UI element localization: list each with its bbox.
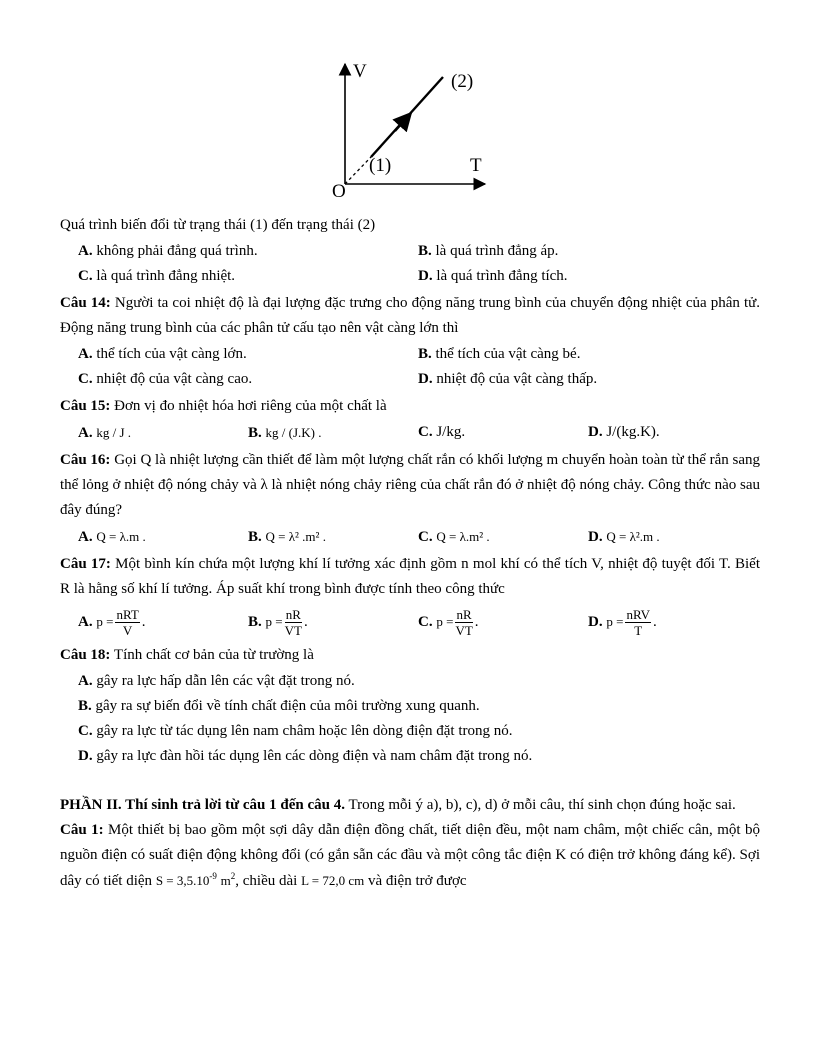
q15-options xyxy=(60,420,760,446)
q17-d-fraction: $\frac{\text{nRV}}{T}$ xyxy=(626,606,650,638)
q17-b-fraction: $\frac{nR}{VT}$ xyxy=(284,606,302,638)
q15-option-b[interactable]: B. kg / (J.K) . xyxy=(248,425,322,441)
q13-options xyxy=(60,239,760,289)
v-axis-label: V xyxy=(353,61,367,82)
q18-option-a[interactable]: A. gây ra lực hấp dẫn lên các vật đặt trong nó. xyxy=(78,673,355,689)
q14-stem: Câu 14: Người ta coi nhiệt độ là đại lượng đặc trưng cho động năng trung bình của chuyển động nhiệt của phân tử. Động năng trung bình của các phân tử cấu tạo nên vật càng lớn thì xyxy=(60,295,761,336)
q18-stem: Câu 18: Tính chất cơ bản của từ trường là xyxy=(60,647,314,663)
q17-c-fraction: $\frac{nR}{VT}$ xyxy=(455,606,473,638)
q15-stem: Câu 15: Đơn vị đo nhiệt hóa hơi riêng của một chất là xyxy=(60,398,387,414)
origin-label: O xyxy=(332,181,346,202)
state-1-label: (1) xyxy=(369,155,392,176)
q18-options xyxy=(60,669,760,769)
q14-option-a[interactable]: A. thể tích của vật càng lớn. xyxy=(78,346,247,362)
q14-option-c[interactable]: C. nhiệt độ của vật càng cao. xyxy=(78,371,253,387)
q17-option-b[interactable]: B. p = $\frac{nR}{VT}$ . xyxy=(248,606,308,638)
q16-option-c[interactable]: C. Q = λ.m² . xyxy=(418,529,490,545)
q16-options xyxy=(60,524,760,550)
q18-option-d[interactable]: D. gây ra lực đàn hồi tác dụng lên các dòng điện và nam châm đặt trong nó. xyxy=(78,748,533,764)
q17-option-a[interactable]: A. p = $\frac{\text{nRT}}{V}$ . xyxy=(78,606,146,638)
q17-a-fraction: $\frac{\text{nRT}}{V}$ xyxy=(116,606,139,638)
part2-heading: PHẦN II. Thí sinh trả lời từ câu 1 đến câu 4. Trong mỗi ý a), b), c), d) ở mỗi câu, thí sinh chọn đúng hoặc sai. xyxy=(60,797,736,813)
q15-option-a[interactable]: A. kg / J . xyxy=(78,425,132,441)
q16-stem: Câu 16: Gọi Q là nhiệt lượng cần thiết để làm một lượng chất rắn có khối lượng m chuyển hoàn toàn từ thể rắn sang thể lỏng ở nhiệt độ nóng chảy và λ là nhiệt nóng chảy riêng của chất rắn đó ở nhiệt độ nóng chảy. Công thức nào sau đây đúng? xyxy=(60,452,761,518)
q13-stem: Quá trình biến đổi từ trạng thái (1) đến trạng thái (2) xyxy=(60,217,376,233)
t-axis-label: T xyxy=(470,155,482,176)
q15-option-c[interactable]: C. J/kg. xyxy=(418,424,466,440)
q16-option-b[interactable]: B. Q = λ² .m² . xyxy=(248,529,326,545)
q15-option-d[interactable]: D. J/(kg.K). xyxy=(588,424,660,440)
q17-stem: Câu 17: Một bình kín chứa một lượng khí lí tưởng xác định gồm n mol khí có thể tích V, nhiệt độ tuyệt đối T. Biết R là hằng số khí lí tưởng. Áp suất khí trong bình được tính theo công thức xyxy=(60,556,760,597)
direction-arrow xyxy=(395,113,411,131)
state-2-label: (2) xyxy=(451,71,474,92)
q18-option-c[interactable]: C. gây ra lực từ tác dụng lên nam châm hoặc lên dòng điện đặt trong nó. xyxy=(78,723,513,739)
q17-options xyxy=(60,603,760,641)
q14-option-b[interactable]: B. thể tích của vật càng bé. xyxy=(418,346,581,362)
q18-option-b[interactable]: B. gây ra sự biến đổi về tính chất điện của môi trường xung quanh. xyxy=(78,698,480,714)
q13-option-a[interactable]: A. không phải đẳng quá trình. xyxy=(78,243,258,259)
question-content xyxy=(60,213,760,894)
extrapolation-dashed xyxy=(345,157,371,184)
q14-options xyxy=(60,342,760,392)
q17-option-d[interactable]: D. p = $\frac{\text{nRV}}{T}$ . xyxy=(588,606,657,638)
q17-option-c[interactable]: C. p = $\frac{nR}{VT}$ . xyxy=(418,606,479,638)
q16-option-a[interactable]: A. Q = λ.m . xyxy=(78,529,146,545)
q13-option-b[interactable]: B. là quá trình đẳng áp. xyxy=(418,243,559,259)
vt-diagram xyxy=(325,58,495,208)
part2-q1-stem: Câu 1: Một thiết bị bao gồm một sợi dây dẫn điện đồng chất, tiết diện đều, một nam châm, một chiếc cân, một bộ nguồn điện có suất điện động không đổi (có gắn sẵn các đầu và một công tắc điện K có điện trở không đáng kể). Sợi dây có tiết diện $S = 3,5.10^{-9}$ $m^2$, chiều dài L = 72,0 cm và điện trở được xyxy=(60,822,761,889)
q13-option-d[interactable]: D. là quá trình đẳng tích. xyxy=(418,268,568,284)
q13-option-c[interactable]: C. là quá trình đẳng nhiệt. xyxy=(78,268,236,284)
q14-option-d[interactable]: D. nhiệt độ của vật càng thấp. xyxy=(418,371,598,387)
q16-option-d[interactable]: D. Q = λ².m . xyxy=(588,529,660,545)
